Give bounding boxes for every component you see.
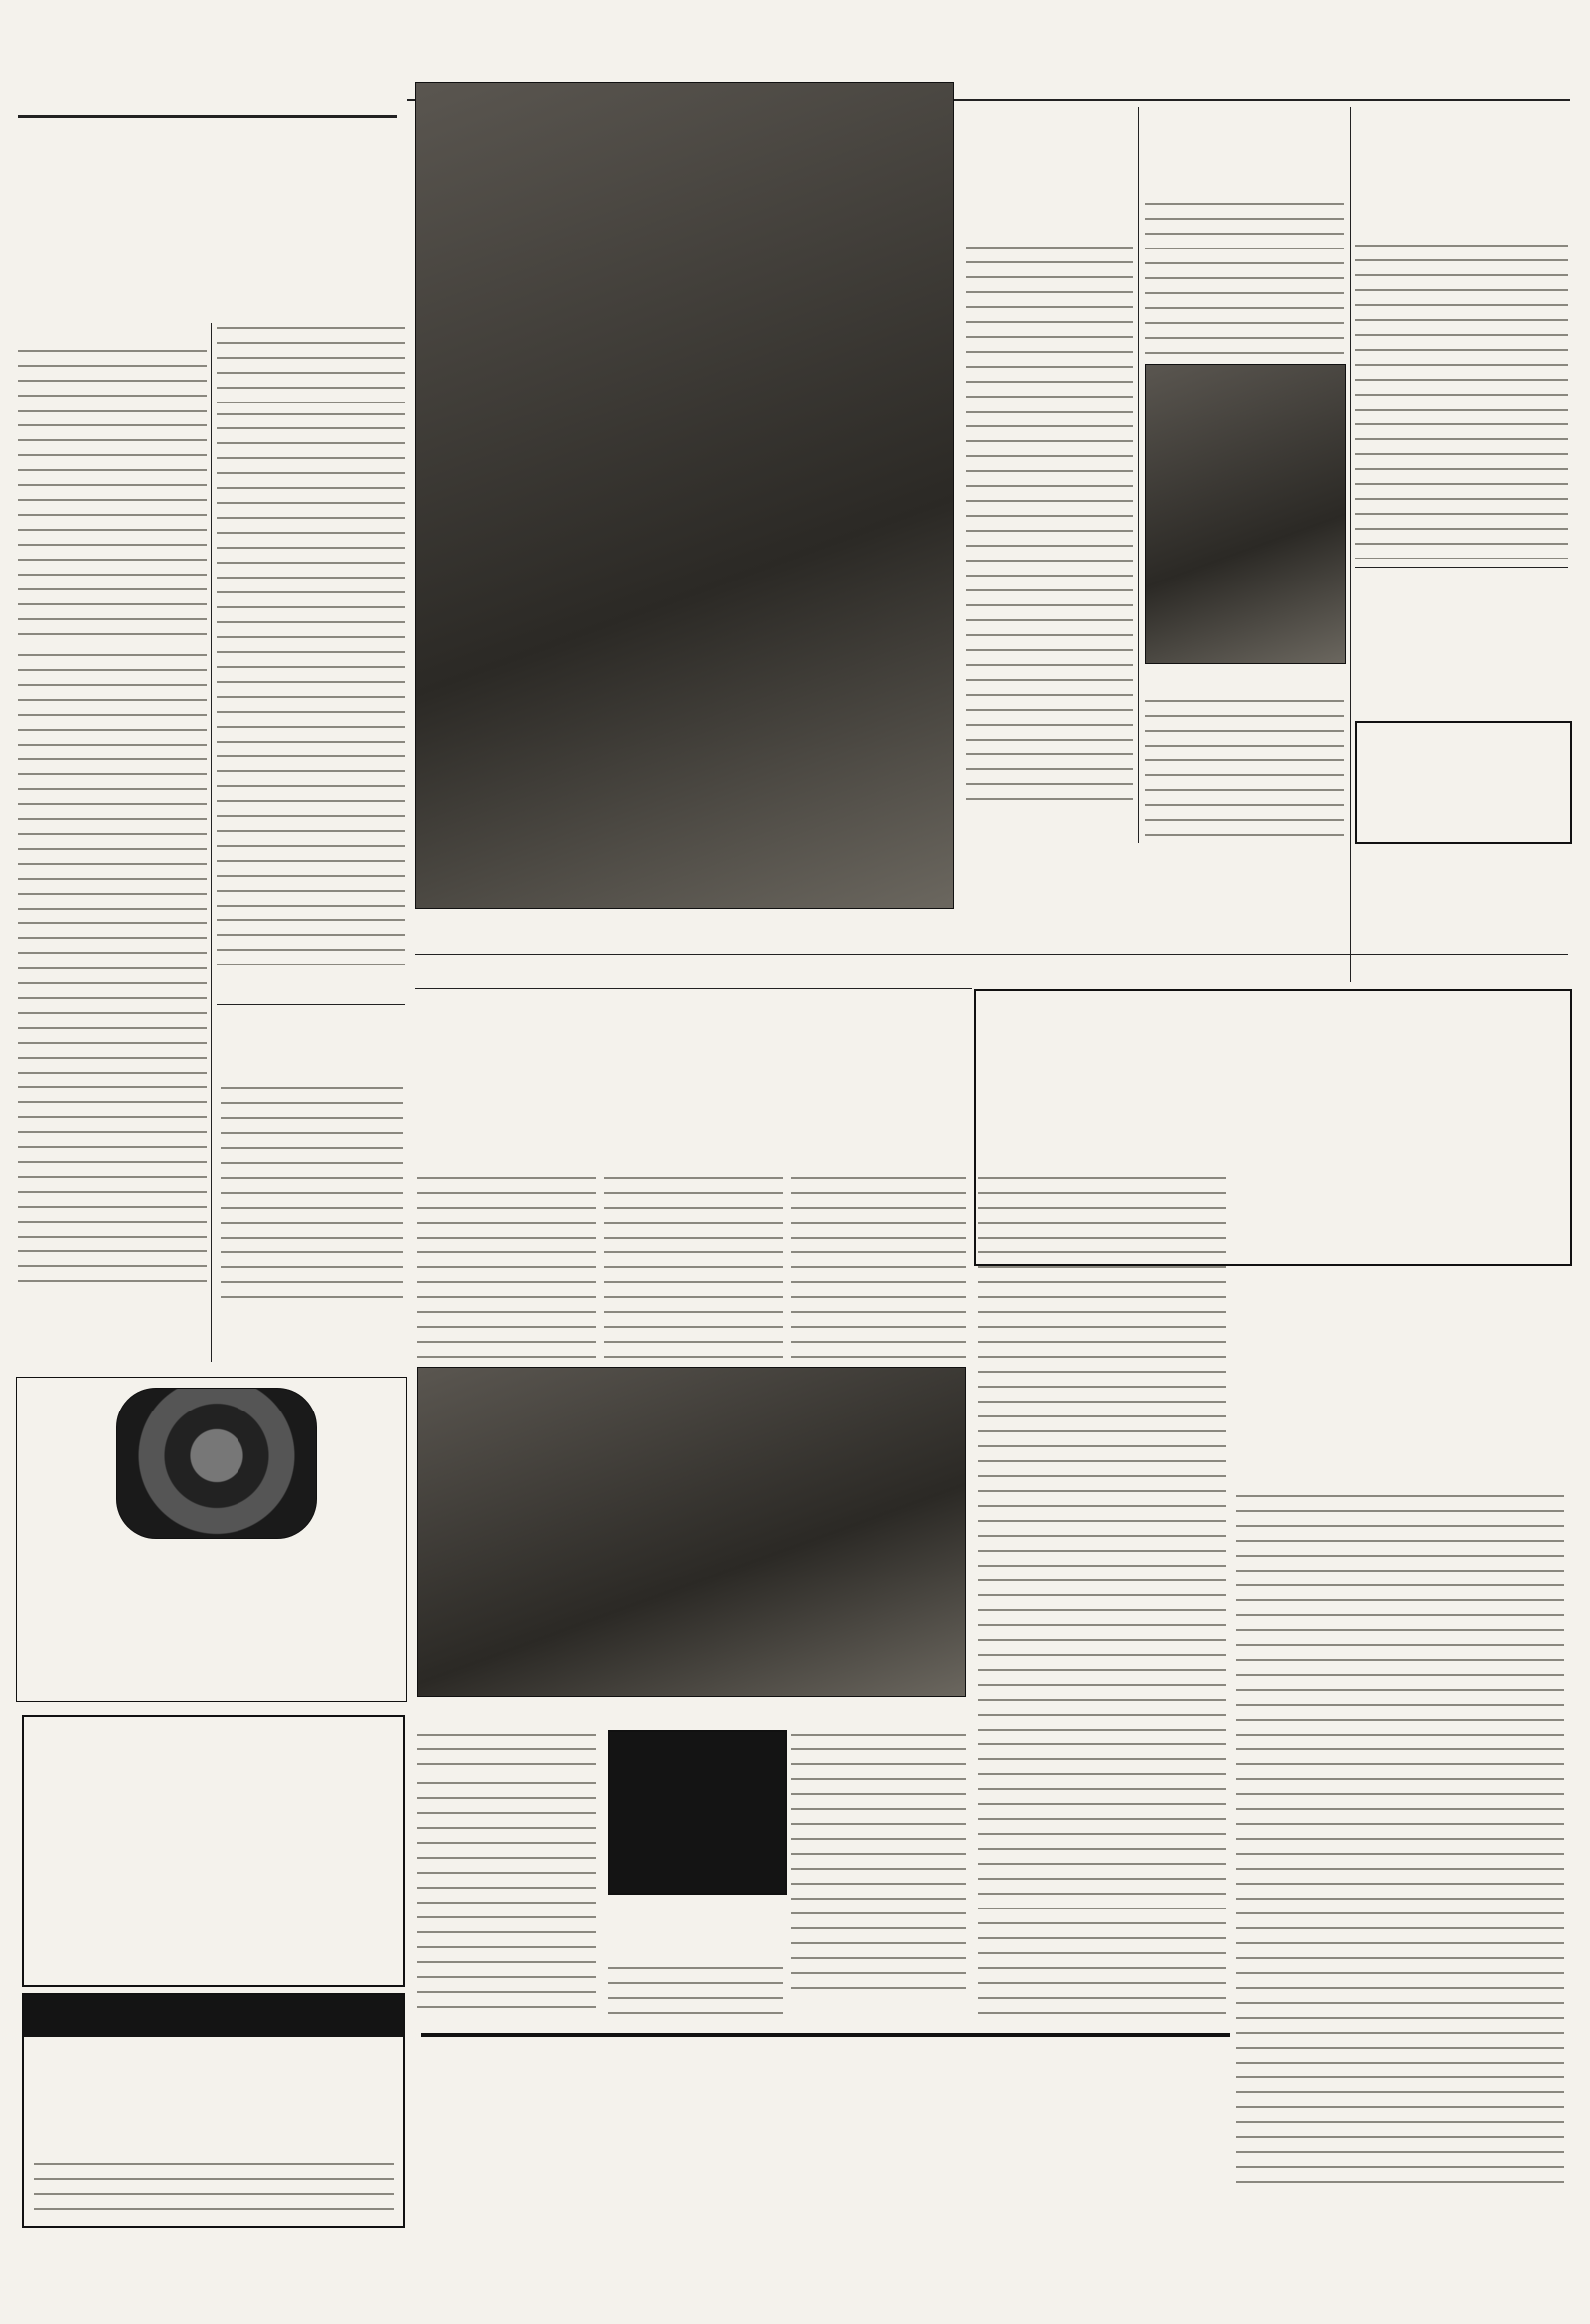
eisenhower-photo [417,1367,966,1697]
zouni-block [966,810,1133,959]
gardner-photo [1145,364,1346,664]
election-lower-a [417,1730,596,2028]
election-lower-c [791,1730,966,2023]
election-lower-a-text [417,1730,596,1774]
gardner-rule [1350,107,1351,982]
attila-text [1355,241,1568,559]
gardner-text2 [1145,696,1344,845]
notice-rule [217,1004,405,1005]
athinaiki-ad[interactable] [22,1993,405,2228]
center-right-col-text [978,1173,1226,2023]
left-col-divider [211,323,212,1362]
athinaiki-text [34,2159,394,2219]
election-col-3-text [791,1173,966,1362]
election-rule-kicker [415,988,972,989]
hohner-ad[interactable] [1355,721,1572,844]
hfaistos-ad[interactable] [22,1715,405,1987]
romantso-panel[interactable] [421,2033,425,2037]
election-lower-c-text [791,1730,966,1993]
eidop-rule [1355,567,1568,568]
felca-ad[interactable] [16,1377,407,1702]
election-col-1-text [417,1173,596,1362]
left-col-b-text2 [217,409,405,965]
election-lower-a-text2 [417,1778,596,2017]
etallas-ad-visible[interactable] [974,989,1572,1266]
egypt-photo [415,82,954,909]
election-col-2-text [604,1173,783,1362]
ias-text [608,1963,783,2023]
left-col-a [18,340,207,1374]
museum-rule [1138,107,1139,843]
romantso-ad-body[interactable] [421,2033,1230,2037]
lottery-text [1236,1491,1564,2187]
left-col-a-text [18,346,207,644]
museum-text [966,243,1133,809]
athinaiki-title [24,1995,403,2037]
left-col-b [217,323,405,999]
ias-ad[interactable] [608,1730,787,1895]
notice-text [221,1083,403,1307]
gardner-text [1145,199,1344,358]
masthead-rule [18,115,398,118]
left-col-b-text [217,323,405,403]
left-col-a-text2 [18,650,207,1286]
felca-watch-image [116,1388,317,1539]
